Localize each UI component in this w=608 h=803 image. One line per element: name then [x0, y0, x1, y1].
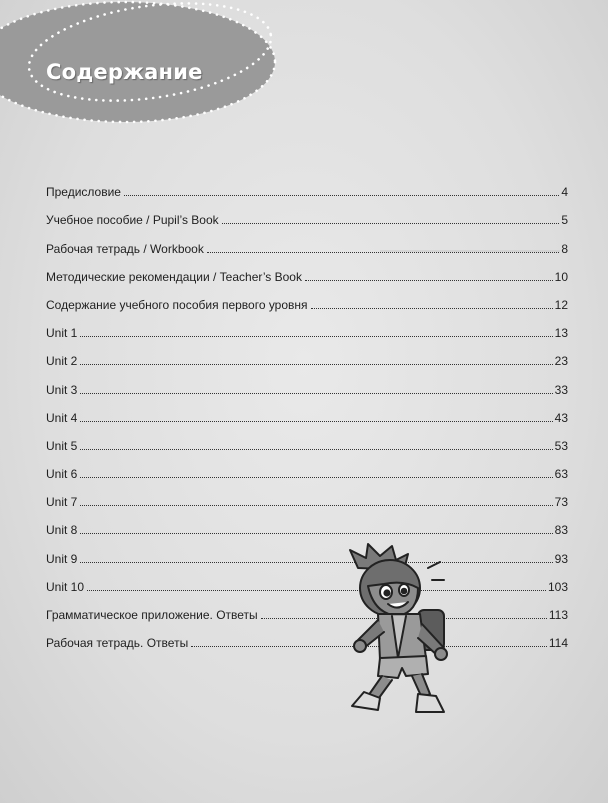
toc-page-number: 43 [554, 410, 568, 425]
toc-page-number: 73 [554, 495, 568, 510]
toc-page-number: 5 [561, 213, 568, 228]
toc-label: Предисловие [46, 185, 121, 200]
toc-leader-dots [80, 393, 552, 394]
toc-row[interactable] [46, 171, 568, 199]
toc-label: Unit 5 [46, 438, 78, 453]
toc-label: Грамматическое приложение. Ответы [46, 608, 258, 622]
toc-leader-dots [80, 505, 552, 506]
toc-page-number: 114 [548, 636, 568, 651]
toc-page-number: 12 [554, 297, 568, 312]
toc-leader-dots [80, 364, 552, 365]
toc-label: Unit 2 [46, 354, 78, 369]
toc-row[interactable] [46, 425, 568, 453]
toc-leader-dots [80, 336, 552, 337]
toc-row[interactable] [46, 566, 568, 594]
toc-page-number: 113 [548, 608, 568, 622]
toc-leader-dots [311, 308, 553, 309]
toc-row[interactable] [46, 312, 568, 340]
toc-label: Unit 10 [46, 579, 85, 594]
cartoon-boy-illustration [344, 540, 466, 718]
toc-label: Unit 8 [46, 523, 78, 538]
toc-page-number: 13 [554, 326, 568, 341]
toc-leader-dots [80, 533, 552, 534]
toc-leader-dots [124, 195, 559, 196]
toc-leader-dots [207, 252, 559, 253]
page-title: Содержание [46, 60, 203, 84]
toc-label: Рабочая тетрадь / Workbook [46, 241, 204, 256]
toc-row[interactable] [46, 481, 568, 509]
toc-label: Unit 9 [46, 551, 78, 566]
toc-row[interactable] [46, 594, 568, 622]
toc-page-number: 8 [561, 241, 568, 256]
toc-row[interactable] [46, 227, 568, 255]
toc-leader-dots [222, 223, 560, 224]
toc-page-number: 53 [554, 438, 568, 453]
toc-row[interactable] [46, 509, 568, 537]
toc-row[interactable] [46, 622, 568, 650]
toc-row[interactable] [46, 453, 568, 481]
toc-page-number: 4 [561, 185, 568, 200]
toc-label: Unit 4 [46, 410, 78, 425]
toc-row[interactable] [46, 368, 568, 396]
toc-leader-dots [80, 449, 552, 450]
toc-page-number: 83 [554, 523, 568, 538]
toc-page-number: 93 [554, 551, 568, 566]
toc-page-number: 63 [554, 467, 568, 482]
toc-label: Unit 6 [46, 467, 78, 482]
toc-page-number: 33 [554, 382, 568, 397]
toc-leader-dots [80, 562, 552, 563]
toc-label: Unit 1 [46, 326, 78, 341]
toc-row[interactable] [46, 340, 568, 368]
table-of-contents [46, 171, 568, 650]
toc-row[interactable] [46, 397, 568, 425]
toc-leader-dots [80, 477, 552, 478]
toc-label: Unit 3 [46, 382, 78, 397]
toc-row[interactable] [46, 537, 568, 565]
toc-label: Учебное пособие / Pupil’s Book [46, 213, 219, 228]
toc-page-number: 103 [547, 579, 568, 594]
toc-page-number: 10 [554, 269, 568, 284]
toc-page-number: 23 [554, 354, 568, 369]
toc-leader-dots [305, 280, 553, 281]
toc-row[interactable] [46, 199, 568, 227]
toc-label: Unit 7 [46, 495, 78, 510]
toc-leader-dots [80, 421, 552, 422]
toc-row[interactable] [46, 284, 568, 312]
toc-leader-dots [87, 590, 546, 591]
toc-label: Рабочая тетрадь. Ответы [46, 636, 189, 651]
toc-label: Методические рекомендации / Teacher’s Book [46, 269, 302, 284]
toc-row[interactable] [46, 256, 568, 284]
toc-label: Содержание учебного пособия первого уровня [46, 297, 308, 312]
